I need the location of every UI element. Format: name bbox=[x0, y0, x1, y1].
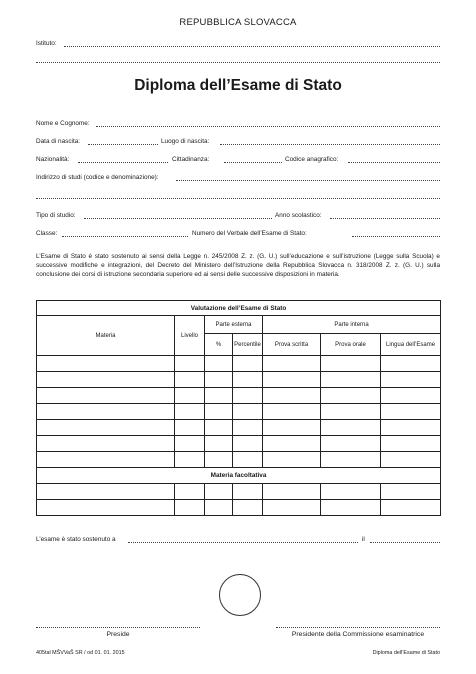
nome-label: Nome e Cognome: bbox=[36, 120, 90, 127]
col-percentile: Percentile bbox=[233, 334, 263, 356]
indirizzo-label: Indirizzo di studi (codice e denominazione): bbox=[36, 174, 159, 181]
place-line[interactable] bbox=[128, 542, 358, 543]
col-prova-orale: Prova orale bbox=[321, 334, 381, 356]
country-heading: REPUBBLICA SLOVACCA bbox=[179, 17, 297, 28]
codice-line[interactable] bbox=[348, 162, 440, 163]
col-parte-esterna: Parte esterna bbox=[205, 316, 263, 334]
col-materia: Materia bbox=[37, 316, 175, 356]
istituto-line-2[interactable] bbox=[36, 62, 440, 63]
il-label: il bbox=[362, 536, 365, 543]
luogo-nascita-label: Luogo di nascita: bbox=[161, 138, 210, 145]
tipo-studio-line[interactable] bbox=[84, 218, 272, 219]
table-row[interactable] bbox=[37, 388, 441, 404]
table-row[interactable] bbox=[37, 452, 441, 468]
footer-doc-name: Diploma dell’Esame di Stato bbox=[372, 650, 440, 656]
preside-signature-line[interactable] bbox=[36, 627, 200, 628]
col-livello: Livello bbox=[175, 316, 205, 356]
anno-label: Anno scolastico: bbox=[275, 212, 322, 219]
col-lingua-esame: Lingua dell’Esame bbox=[381, 334, 441, 356]
table-row[interactable] bbox=[37, 484, 441, 500]
sostenuto-label: L’esame è stato sostenuto a bbox=[36, 536, 116, 543]
data-nascita-label: Data di nascita: bbox=[36, 138, 81, 145]
presidente-signature-line[interactable] bbox=[276, 627, 440, 628]
col-prova-scritta: Prova scritta bbox=[263, 334, 321, 356]
tipo-studio-label: Tipo di studio: bbox=[36, 212, 76, 219]
cittadinanza-line[interactable] bbox=[224, 162, 282, 163]
data-nascita-line[interactable] bbox=[88, 144, 158, 145]
col-percent: % bbox=[205, 334, 233, 356]
indirizzo-line[interactable] bbox=[176, 180, 440, 181]
table-row[interactable] bbox=[37, 420, 441, 436]
table-row[interactable] bbox=[37, 436, 441, 452]
table-row[interactable] bbox=[37, 372, 441, 388]
classe-line[interactable] bbox=[62, 236, 188, 237]
verbale-line[interactable] bbox=[352, 236, 440, 237]
optional-subject-heading: Materia facoltativa bbox=[37, 468, 441, 484]
table-row[interactable] bbox=[37, 404, 441, 420]
col-parte-interna: Parte interna bbox=[263, 316, 441, 334]
evaluation-table bbox=[36, 300, 441, 516]
footer-code: 405tal MŠVVaŠ SR / od 01. 01. 2015 bbox=[36, 650, 125, 656]
verbale-label: Numero del Verbale dell’Esame di Stato: bbox=[192, 230, 307, 237]
table-row[interactable] bbox=[37, 356, 441, 372]
presidente-label: Presidente della Commissione esaminatrice bbox=[291, 631, 425, 638]
document-title: Diploma dell’Esame di Stato bbox=[134, 77, 342, 94]
classe-label: Classe: bbox=[36, 230, 58, 237]
istituto-label: Istituto: bbox=[36, 40, 57, 47]
nome-line[interactable] bbox=[96, 126, 440, 127]
date-line[interactable] bbox=[370, 542, 440, 543]
istituto-line[interactable] bbox=[64, 46, 440, 47]
codice-label: Codice anagrafico: bbox=[285, 156, 339, 163]
preside-label: Preside bbox=[106, 631, 130, 638]
luogo-nascita-line[interactable] bbox=[220, 144, 440, 145]
legal-paragraph: L’Esame di Stato è stato sostenuto ai sensi della Legge n. 245/2008 Z. z. (G. U.) sull’educazione e sull’istruzione (Legge sulla Scuola) e successive modifiche e integrazioni, del Decreto del Ministero dell’Istruzione della Repubblica Slovacca n. 318/2008 Z. z. (G. U.) sulla conclusione dei corsi di istruzione secondaria superiore ed ai sensi delle successive disposizioni in materia. bbox=[36, 253, 440, 279]
cittadinanza-label: Cittadinanza: bbox=[172, 156, 210, 163]
nazionalita-label: Nazionalità: bbox=[36, 156, 70, 163]
nazionalita-line[interactable] bbox=[78, 162, 168, 163]
table-heading: Valutazione dell’Esame di Stato bbox=[37, 301, 441, 316]
indirizzo-line-2[interactable] bbox=[36, 198, 440, 199]
seal-circle bbox=[219, 574, 261, 616]
anno-line[interactable] bbox=[330, 218, 440, 219]
table-row[interactable] bbox=[37, 500, 441, 516]
